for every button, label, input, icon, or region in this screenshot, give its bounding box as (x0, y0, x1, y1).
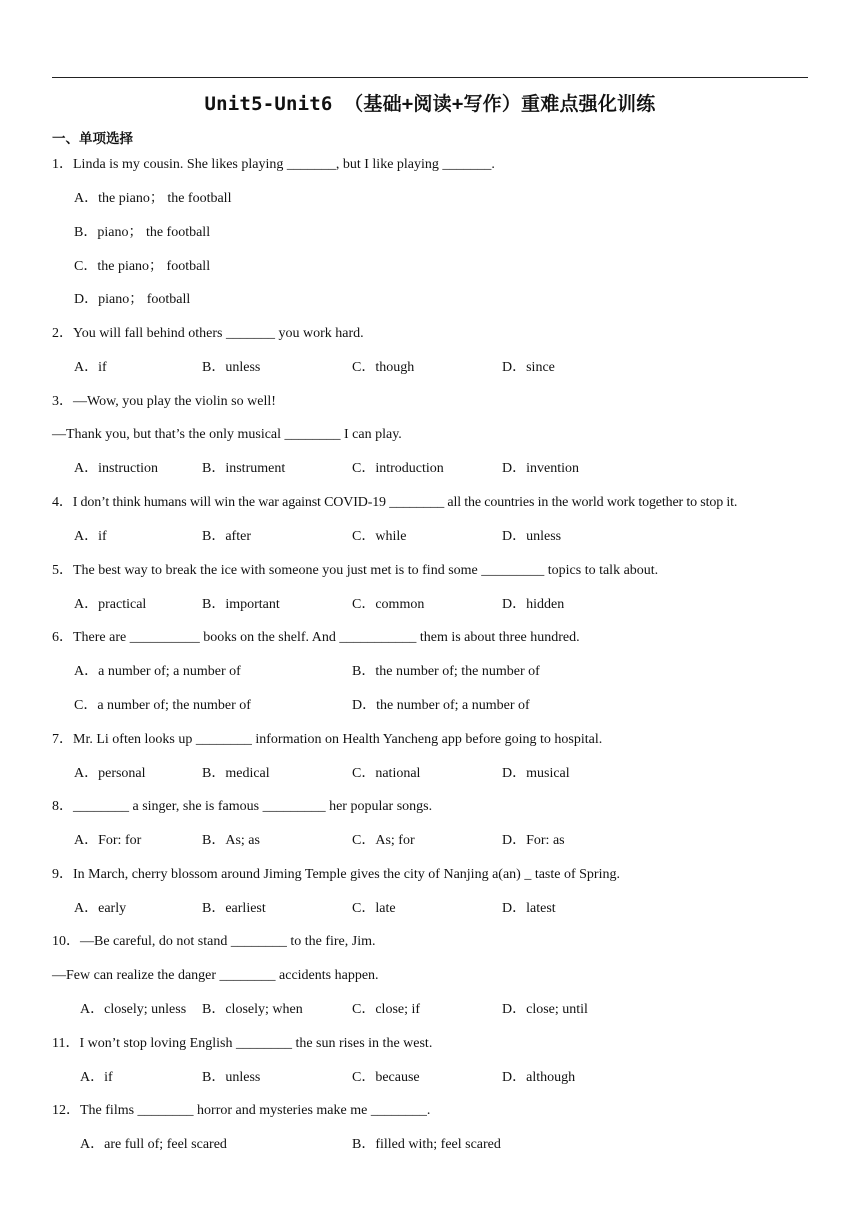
question-10-option-b[interactable]: B．closely; when (202, 1002, 303, 1017)
question-10-option-a[interactable]: A．closely; unless (80, 1002, 187, 1017)
question-4-option-c[interactable]: C．while (352, 529, 407, 544)
question-1-option-c[interactable]: C．the piano； football (74, 259, 211, 274)
question-7-option-a[interactable]: A．personal (74, 766, 146, 781)
question-4-option-a[interactable]: A．if (74, 529, 107, 544)
question-5-option-c[interactable]: C．common (352, 597, 425, 612)
question-4-option-d[interactable]: D．unless (502, 529, 562, 544)
question-9-option-a[interactable]: A．early (74, 901, 127, 916)
question-3-option-b[interactable]: B．instrument (202, 461, 286, 476)
question-3-stem-reply: —Thank you, but that’s the only musical ________ I can play. (52, 427, 402, 442)
header-rule (52, 77, 808, 78)
question-12-option-a[interactable]: A．are full of; feel scared (80, 1137, 227, 1152)
question-4-stem: 4．I don’t think humans will win the war against COVID-19 ________ all the countries in the world work together to stop it. (52, 495, 738, 510)
section-heading: 一、单项选择 (52, 131, 133, 147)
question-1-stem: 1．Linda is my cousin. She likes playing _______, but I like playing _______. (52, 157, 495, 172)
question-11-option-b[interactable]: B．unless (202, 1070, 261, 1085)
question-8-option-a[interactable]: A．For: for (74, 833, 142, 848)
question-9-option-c[interactable]: C．late (352, 901, 396, 916)
question-1-option-a[interactable]: A．the piano； the football (74, 191, 232, 206)
question-5-option-a[interactable]: A．practical (74, 597, 147, 612)
question-3-option-d[interactable]: D．invention (502, 461, 579, 476)
question-9-option-d[interactable]: D．latest (502, 901, 556, 916)
question-8-option-b[interactable]: B．As; as (202, 833, 260, 848)
question-7-option-d[interactable]: D．musical (502, 766, 570, 781)
question-2-stem: 2．You will fall behind others _______ you work hard. (52, 326, 364, 341)
question-8-option-c[interactable]: C．As; for (352, 833, 415, 848)
question-7-stem: 7．Mr. Li often looks up ________ information on Health Yancheng app before going to hospital. (52, 732, 603, 747)
question-7-option-b[interactable]: B．medical (202, 766, 270, 781)
question-11-stem: 11．I won’t stop loving English ________ the sun rises in the west. (52, 1036, 433, 1051)
question-6-option-a[interactable]: A．a number of; a number of (74, 664, 241, 679)
question-6-option-d[interactable]: D．the number of; a number of (352, 698, 530, 713)
page-title: Unit5-Unit6 （基础+阅读+写作）重难点强化训练 (204, 93, 656, 115)
question-5-stem: 5．The best way to break the ice with someone you just met is to find some _________ topics to talk about. (52, 563, 659, 578)
question-1-option-d[interactable]: D．piano； football (74, 292, 191, 307)
question-6-option-c[interactable]: C．a number of; the number of (74, 698, 251, 713)
question-10-option-d[interactable]: D．close; until (502, 1002, 588, 1017)
question-3-option-a[interactable]: A．instruction (74, 461, 158, 476)
question-6-stem: 6．There are __________ books on the shelf. And ___________ them is about three hundred. (52, 630, 580, 645)
question-12-stem: 12．The films ________ horror and mysteries make me ________. (52, 1103, 431, 1118)
question-6-option-b[interactable]: B．the number of; the number of (352, 664, 540, 679)
question-9-option-b[interactable]: B．earliest (202, 901, 266, 916)
question-7-option-c[interactable]: C．national (352, 766, 421, 781)
question-4-option-b[interactable]: B．after (202, 529, 251, 544)
question-1-option-b[interactable]: B．piano； the football (74, 225, 211, 240)
question-2-option-c[interactable]: C．though (352, 360, 415, 375)
question-10-stem: 10．—Be careful, do not stand ________ to the fire, Jim. (52, 934, 376, 949)
question-2-option-d[interactable]: D．since (502, 360, 555, 375)
question-2-option-a[interactable]: A．if (74, 360, 107, 375)
question-10-stem-reply: —Few can realize the danger ________ accidents happen. (52, 968, 379, 983)
question-2-option-b[interactable]: B．unless (202, 360, 261, 375)
question-9-stem: 9．In March, cherry blossom around Jiming Temple gives the city of Nanjing a(an) _ taste of Spring. (52, 867, 620, 882)
question-5-option-d[interactable]: D．hidden (502, 597, 565, 612)
question-12-option-b[interactable]: B．filled with; feel scared (352, 1137, 501, 1152)
question-5-option-b[interactable]: B．important (202, 597, 280, 612)
question-11-option-a[interactable]: A．if (80, 1070, 113, 1085)
question-11-option-c[interactable]: C．because (352, 1070, 420, 1085)
question-3-stem: 3．—Wow, you play the violin so well! (52, 394, 276, 409)
question-3-option-c[interactable]: C．introduction (352, 461, 444, 476)
question-8-stem: 8．________ a singer, she is famous _________ her popular songs. (52, 799, 433, 814)
question-10-option-c[interactable]: C．close; if (352, 1002, 421, 1017)
question-11-option-d[interactable]: D．although (502, 1070, 576, 1085)
question-8-option-d[interactable]: D．For: as (502, 833, 565, 848)
